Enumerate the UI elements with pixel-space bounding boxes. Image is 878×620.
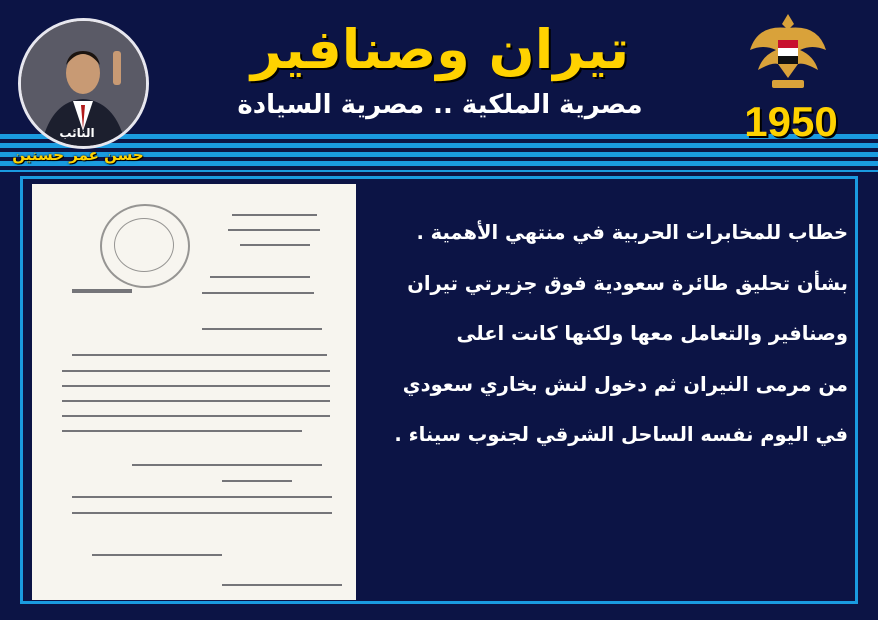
body-line: في اليوم نفسه الساحل الشرقي لجنوب سيناء . xyxy=(394,423,848,446)
body-line: خطاب للمخابرات الحربية في منتهي الأهمية . xyxy=(416,221,848,244)
egypt-eagle-emblem-icon xyxy=(748,10,828,94)
body-line: وصنافير والتعامل معها ولكنها كانت اعلى xyxy=(456,322,848,345)
body-line: من مرمى النيران ثم دخول لنش بخاري سعودي xyxy=(402,372,848,396)
body-text-block xyxy=(370,208,848,461)
main-title: تيران وصنافير xyxy=(250,18,630,81)
body-line: بشأن تحليق طائرة سعودية فوق جزيرتي تيران xyxy=(407,271,848,295)
stamp-inner-circle xyxy=(114,218,174,272)
mp-name: حسن عمر حسنين xyxy=(12,146,144,164)
mp-title: النائب xyxy=(59,126,95,140)
year-label: 1950 xyxy=(744,98,838,145)
document-scan xyxy=(32,184,356,600)
subtitle: مصرية الملكية .. مصرية السيادة xyxy=(237,90,643,120)
